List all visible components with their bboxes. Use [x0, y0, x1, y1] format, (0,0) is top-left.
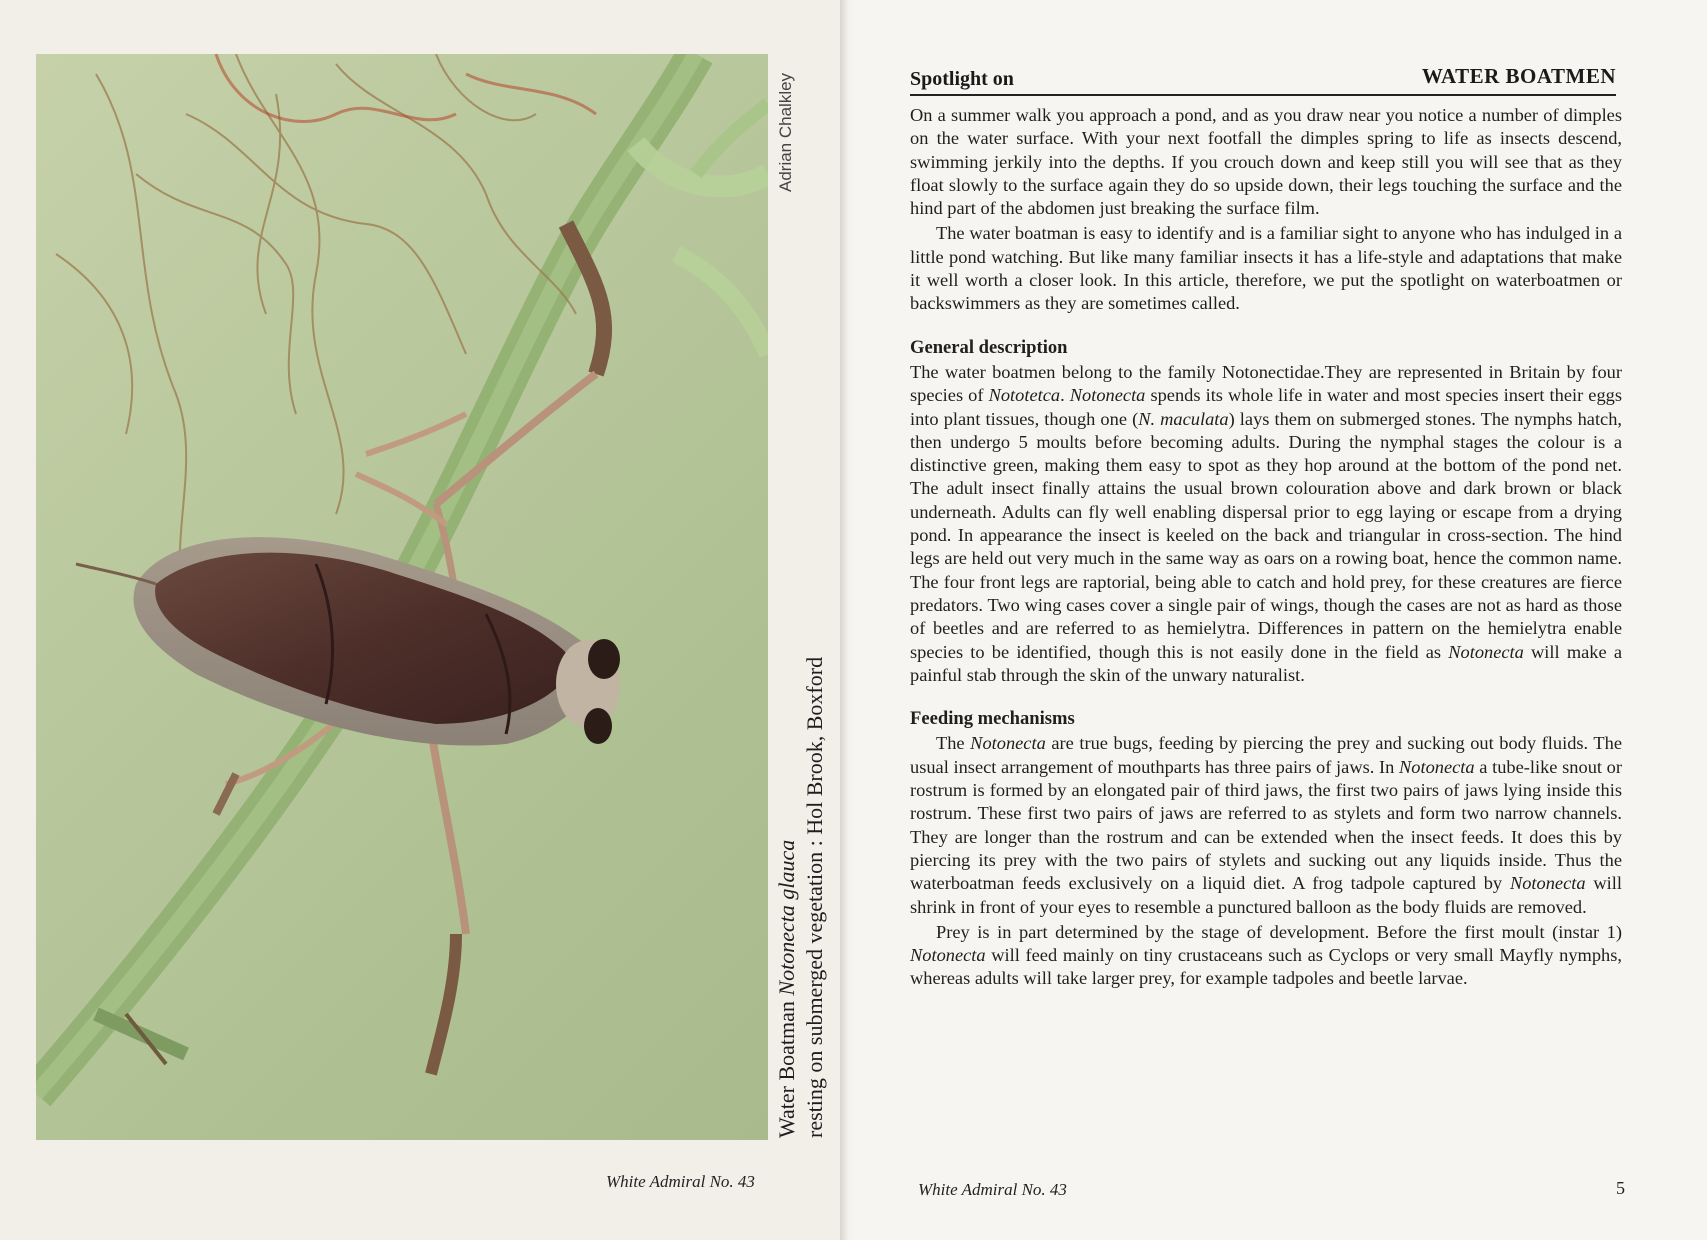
caption-species-name: Notonecta glauca [774, 839, 799, 996]
text-run: will shrink in front of your eyes to resemble a punctured balloon as the body fluids are removed. [910, 873, 1622, 917]
italic-run: Notonecta [1448, 641, 1524, 662]
intro-paragraph-2: The water boatman is easy to identify and is a familiar sight to anyone who has indulged in a little pond watching. But like many familiar insects it has a life-style and adaptations that make it well worth a closer look. In this article, therefore, we put the spotlight on waterboatmen or backswimmers as they are sometimes called. [910, 223, 1622, 314]
caption-common-name: Water Boatman [774, 995, 799, 1138]
caption-line-1 [774, 840, 800, 1138]
italic-run: N. maculata [1138, 408, 1229, 429]
header-title: WATER BOATMEN [1421, 64, 1616, 88]
photo-credit [770, 50, 810, 200]
italic-run: Notonecta [1069, 385, 1146, 406]
italic-run: Notonecta [970, 733, 1046, 754]
italic-run: Notonecta [1399, 756, 1475, 777]
right-footer: White Admiral No. 43 [918, 1180, 1067, 1199]
article-header [910, 64, 1616, 96]
section-heading-feeding-mechanisms: Feeding mechanisms [910, 708, 1075, 730]
water-boatman-photo [36, 54, 768, 1140]
text-run: The water boatmen belong to the family Notonectidae.They are represented in Britain by four species of [910, 361, 1622, 406]
water-boatman-photo-illustration [36, 54, 768, 1140]
article-body [910, 104, 1622, 993]
text-run: will feed mainly on tiny crustaceans such as Cyclops or very small Mayfly nymphs, whereas adults will take larger prey, for example tadpoles and beetle larvae. [910, 945, 1622, 989]
text-run: will make a painful stab through the skin of the unwary naturalist. [910, 641, 1622, 685]
text-run: The [936, 733, 971, 754]
italic-run: Notonecta [1509, 873, 1586, 894]
page-gutter [840, 0, 854, 1240]
section-heading-general-description: General description [910, 336, 1068, 358]
intro-paragraph: On a summer walk you approach a pond, and as you draw near you notice a number of dimples on the water surface. With your next footfall the dimples spring to life as insects descend, swimming jerkily into the depths. If you crouch down and keep still you will see that as they float slowly to the surface again they do so upside down, their legs touching the surface and the hind part of the abdomen just breaking the surface film. [910, 105, 1622, 219]
left-page [0, 0, 846, 1240]
photo-caption [770, 540, 840, 1140]
caption-line-2: resting on submerged vegetation : Hol Brook, Boxford [802, 656, 827, 1138]
left-footer: White Admiral No. 43 [606, 1172, 755, 1191]
text-run: a tube-like snout or rostrum is formed by an elongated pair of third jaws, the first two pairs of jaws lying inside this rostrum. These first two pairs of jaws are referred to as stylets and form two narrow channels. They are longer than the rostrum and can be extended when the insect feeds. It does this by piercing its prey with the two pairs of stylets and sucking out any liquids inside. Thus the waterboatman feeds exclusively on a liquid diet. A frog tadpole captured by [910, 756, 1622, 894]
italic-run: Nototetca [988, 385, 1061, 406]
text-run: Prey is in part determined by the stage of development. Before the first moult (instar 1) [936, 921, 1622, 942]
page-number: 5 [1616, 1178, 1625, 1198]
photo-credit-text: Adrian Chalkley [776, 72, 795, 192]
text-run: spends its whole life in water and most species insert their eggs into plant tissues, though one ( [910, 385, 1623, 429]
feeding-paragraph-1 [910, 732, 1622, 918]
header-spotlight: Spotlight on [910, 68, 1014, 90]
text-run: ) lays them on submerged stones. The nymphs hatch, then undergo 5 moults before becoming adults. During the nymphal stages the colour is a distinctive green, making them easy to spot as they hop around at the bottom of the pond net. The adult insect finally attains the usual brown colouration above and dark brown or black underneath. Adults can fly well enabling dispersal prior to egg laying or escape from a drying pond. In appearance the insect is keeled on the back and triangular in cross-section. The hind legs are held out very much in the same way as oars on a rowing boat, hence the common name. The four front legs are raptorial, being able to catch and hold prey, for these creatures are fierce predators. Two wing cases cover a single pair of wings, though the cases are not as hard as those of beetles and are referred to as hemielytra. Differences in pattern on the hemielytra enable species to be identified, though this is not easily done in the field as [910, 408, 1623, 662]
italic-run: Notonecta [910, 945, 986, 966]
text-run: are true bugs, feeding by piercing the prey and sucking out body fluids. The usual insect arrangement of mouthparts has three pairs of jaws. In [910, 733, 1622, 777]
text-run: . [1060, 385, 1070, 406]
general-description-paragraph [910, 361, 1622, 687]
feeding-paragraph-2 [910, 921, 1622, 991]
